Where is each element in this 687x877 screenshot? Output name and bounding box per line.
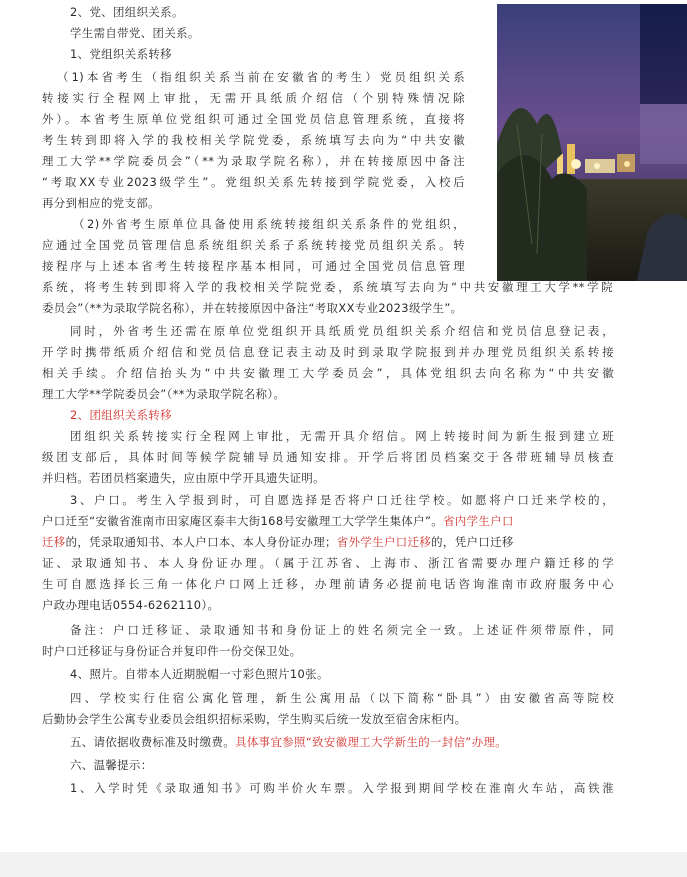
para-line: 开学时携带纸质介绍信和党员信息登记表主动及时到录取学院报到并办理党员组织关系转接 — [42, 345, 614, 359]
para-line: 级团支部后，具体时间等候学院辅导员通知安排。开学后将团员档案交于各带班辅导员核查 — [42, 450, 614, 464]
para-line: “考取XX专业2023级学生”。党组织关系先转接到学院党委，入校后 — [42, 175, 465, 189]
para-line: 四、学校实行住宿公寓化管理，新生公寓用品（以下简称“卧具”）由安徽省高等院校 — [70, 691, 614, 705]
para-line: 生可自愿选择长三角一体化户口网上迁移，办理前请务必提前电话咨询淮南市政府服务中心 — [42, 577, 614, 591]
para-line: 委员会”（**为录取学院名称），并在转接原因中备注“考取XX专业2023级学生”。 — [42, 301, 463, 315]
bottom-gray-band — [0, 852, 687, 877]
text-span: 的，凭户口迁移 — [431, 535, 514, 549]
heading-party-transfer: 1、党组织关系转移 — [70, 47, 172, 61]
para-line: 备注：户口迁移证、录取通知书和身份证上的姓名须完全一致。上述证件须带原件，同 — [70, 623, 614, 637]
para-line: 系统，将考生转到即将入学的我校相关学院党委，系统填写去向为“中共安徽理工大学**学院 — [42, 280, 613, 294]
heading-party-league: 2、党、团组织关系。 — [70, 5, 184, 19]
highlight-span: 省外学生户口迁移 — [336, 535, 432, 549]
para-line: 外）。本省考生原单位党组织可通过全国党员信息管理系统，直接将 — [42, 112, 465, 126]
para-line: 再分到相应的党支部。 — [42, 196, 160, 210]
text-span: 户口迁至“安徽省淮南市田家庵区泰丰大街168号安徽理工大学学生集体户”。 — [42, 514, 444, 528]
para-line-mixed — [42, 511, 614, 532]
line-bring-relations: 学生需自带党、团关系。 — [70, 26, 200, 40]
highlight-span: 省内学生户口 — [443, 514, 514, 528]
highlight-span: 迁移 — [42, 535, 66, 549]
para-line: 1、入学时凭《录取通知书》可购半价火车票。入学报到期间学校在淮南火车站，高铁淮 — [70, 781, 614, 795]
para-line: 应通过全国党员管理信息系统组织关系子系统转接党员组织关系。转 — [42, 238, 465, 252]
para-line: 接程序与上述本省考生转接程序基本相同，可通过全国党员信息管理 — [42, 259, 465, 273]
para-line: 时户口迁移证与身份证合并复印件一份交保卫处。 — [42, 644, 302, 658]
para-line: 并归档。若团员档案遗失，应由原中学开具遗失证明。 — [42, 471, 325, 485]
para-line: 理工大学**学院委员会”（**为录取学院名称），并在转接原因中备注 — [42, 154, 465, 168]
text-span: 的，凭录取通知书、本人户口本、本人身份证办理； — [65, 535, 337, 549]
para-line: 4、照片。自带本人近期脱帽一寸彩色照片10张。 — [70, 667, 329, 681]
para-line: （2)外省考生原单位具备使用系统转接组织关系条件的党组织， — [73, 217, 465, 231]
text-span: 五、请依据收费标准及时缴费。 — [70, 735, 236, 749]
para-line: 户政办理电话0554-6262110）。 — [42, 598, 220, 612]
para-line: 后勤协会学生公寓专业委员会组织招标采购，学生购买后统一发放至宿舍床柜内。 — [42, 712, 467, 726]
para-line: 同时，外省考生还需在原单位党组织开具纸质党员组织关系介绍信和党员信息登记表， — [70, 324, 614, 338]
para-line: 3、户口。考生入学报到时，可自愿选择是否将户口迁往学校。如愿将户口迁来学校的， — [70, 493, 614, 507]
para-line: 团组织关系转接实行全程网上审批，无需开具介绍信。网上转接时间为新生报到建立班 — [70, 429, 614, 443]
para-line-mixed — [42, 532, 614, 553]
para-line: 理工大学**学院委员会”（**为录取学院名称）。 — [42, 387, 286, 401]
heading-league-transfer: 2、团组织关系转移 — [70, 408, 172, 422]
para-line: 转接实行全程网上审批，无需开具纸质介绍信（个别特殊情况除 — [42, 91, 465, 105]
para-line: 证、录取通知书、本人身份证办理。（属于江苏省、上海市、浙江省需要办理户籍迁移的学 — [42, 556, 614, 570]
campus-night-photo — [497, 4, 687, 281]
highlight-span: 具体事宜参照“致安徽理工大学新生的一封信”办理。 — [235, 735, 508, 749]
para-line: （1)本省考生（指组织关系当前在安徽省的考生）党员组织关系 — [57, 70, 465, 84]
para-line-mixed — [70, 732, 507, 753]
para-line: 考生转到即将入学的我校相关学院党委，系统填写去向为“中共安徽 — [42, 133, 465, 147]
para-line: 相关手续。介绍信抬头为“中共安徽理工大学委员会”，具体党组织去向名称为“中共安徽 — [42, 366, 614, 380]
para-line: 六、温馨提示： — [70, 758, 153, 772]
